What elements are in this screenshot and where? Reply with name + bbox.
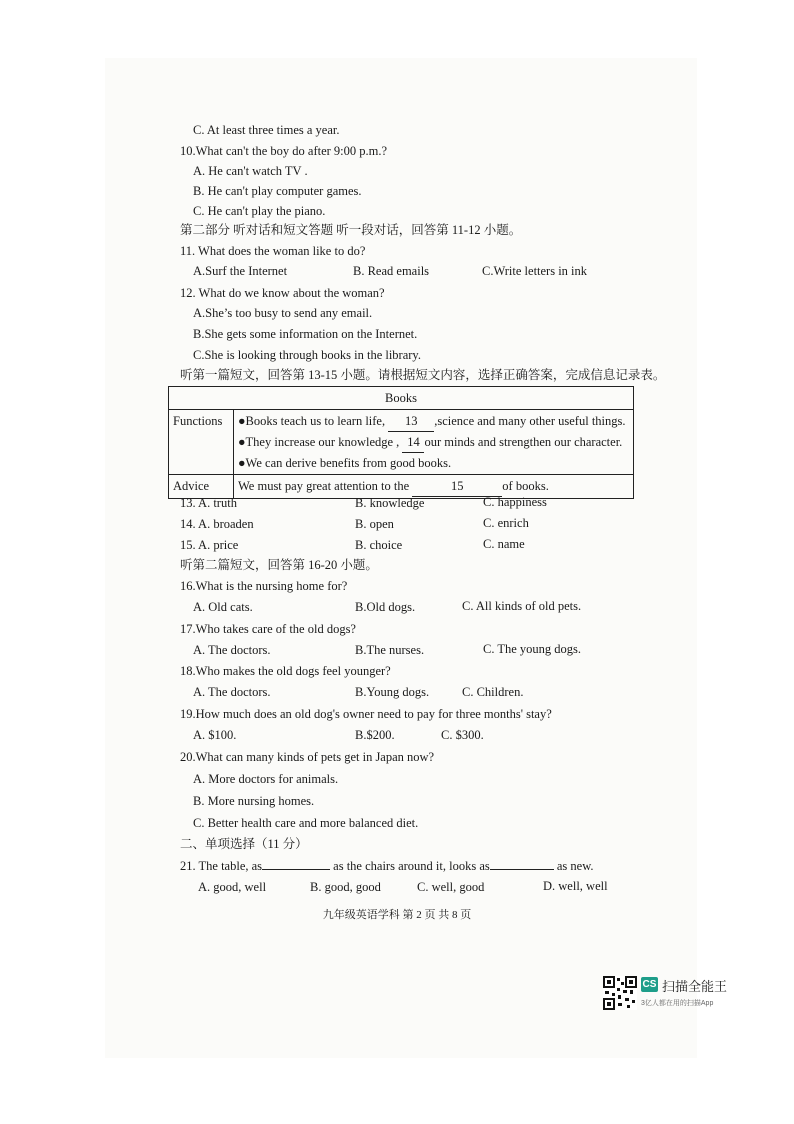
q21-option-d: D. well, well <box>543 879 608 893</box>
q19-option-b: B.$200. <box>355 728 395 742</box>
question-18: 18.Who makes the old dogs feel younger? <box>180 664 391 678</box>
q21-text-2: as the chairs around it, looks as <box>333 859 490 873</box>
function-row-1 <box>238 411 629 432</box>
q11-option-a: A.Surf the Internet <box>193 264 288 278</box>
functions-cell <box>234 410 634 475</box>
advice-cell <box>234 475 634 499</box>
q17-option-a: A. The doctors. <box>193 643 271 657</box>
q21-blank-1 <box>262 869 330 870</box>
question-21 <box>180 858 594 874</box>
q14-option-b: B. open <box>355 517 394 531</box>
q20-option-c: C. Better health care and more balanced diet. <box>193 816 419 830</box>
q16-option-c: C. All kinds of old pets. <box>462 599 582 613</box>
section-heading-part2: 第二部分 听对话和短文答题 听一段对话，回答第 11-12 小题。 <box>180 223 522 237</box>
q13-option-c: C. happiness <box>483 495 547 509</box>
question-11: 11. What does the woman like to do? <box>180 244 366 258</box>
q17-option-b: B.The nurses. <box>355 643 425 657</box>
q21-blank-2 <box>490 869 554 870</box>
functions-label: Functions <box>169 410 234 475</box>
q17-option-c: C. The young dogs. <box>483 642 582 656</box>
blank-15: 15 <box>412 476 502 497</box>
advice-text-b: of books. <box>502 479 549 493</box>
q12-option-c: C.She is looking through books in the library. <box>193 348 421 362</box>
q14-option-c: C. enrich <box>483 516 529 530</box>
q15-option-b: B. choice <box>355 538 403 552</box>
blank-14: 14 <box>402 432 424 453</box>
books-info-table <box>168 386 634 499</box>
q16-option-a: A. Old cats. <box>193 600 253 614</box>
qr-code-icon <box>603 976 637 1010</box>
question-16: 16.What is the nursing home for? <box>180 579 348 593</box>
q15-option-c: C. name <box>483 537 525 551</box>
q12-option-a: A.She’s too busy to send any email. <box>193 306 373 320</box>
camscanner-name: 扫描全能王 <box>662 979 728 994</box>
camscanner-slogan: 3亿人都在用的扫描App <box>641 1000 714 1007</box>
q21-option-b: B. good, good <box>310 880 381 894</box>
question-19: 19.How much does an old dog's owner need to pay for three months' stay? <box>180 707 552 721</box>
q18-option-c: C. Children. <box>462 685 524 699</box>
q11-option-b: B. Read emails <box>353 264 430 278</box>
page-footer: 九年级英语学科 第 2 页 共 8 页 <box>322 909 472 921</box>
function-1-text-b: ,science and many other useful things. <box>434 414 626 428</box>
passage2-instruction: 听第二篇短文，回答第 16-20 小题。 <box>180 558 378 572</box>
advice-label: Advice <box>169 475 234 499</box>
q18-option-a: A. The doctors. <box>193 685 271 699</box>
q16-option-b: B.Old dogs. <box>355 600 416 614</box>
q21-option-c: C. well, good <box>417 880 485 894</box>
function-row-2 <box>238 432 629 453</box>
q19-option-c: C. $300. <box>441 728 484 742</box>
q11-option-c: C.Write letters in ink <box>482 264 588 278</box>
q14-option-a: 14. A. broaden <box>180 517 254 531</box>
q20-option-b: B. More nursing homes. <box>193 794 315 808</box>
function-1-text-a: ●Books teach us to learn life, <box>238 414 386 428</box>
camscanner-logo: CS <box>642 979 657 990</box>
blank-13: 13 <box>388 411 434 432</box>
function-2-text-a: ●They increase our knowledge , <box>238 435 400 449</box>
function-row-3: ●We can derive benefits from good books. <box>238 456 452 470</box>
q10-option-c: C. He can't play the piano. <box>193 204 326 218</box>
question-20: 20.What can many kinds of pets get in Japan now? <box>180 750 435 764</box>
q18-option-b: B.Young dogs. <box>355 685 430 699</box>
q15-option-a: 15. A. price <box>180 538 239 552</box>
section-heading-single-choice: 二、单项选择（11 分） <box>180 837 308 851</box>
advice-text-a: We must pay great attention to the <box>238 479 410 493</box>
passage1-instruction: 听第一篇短文，回答第 13-15 小题。请根据短文内容，选择正确答案，完成信息记录表。 <box>180 368 666 382</box>
q21-text-3: as new. <box>556 859 594 873</box>
q10-option-a: A. He can't watch TV . <box>193 164 308 178</box>
q21-text-1: 21. The table, as <box>180 859 263 873</box>
function-2-text-b: our minds and strengthen our character. <box>424 435 623 449</box>
question-12: 12. What do we know about the woman? <box>180 286 385 300</box>
table-title: Books <box>169 387 634 410</box>
question-17: 17.Who takes care of the old dogs? <box>180 622 356 636</box>
q12-option-b: B.She gets some information on the Internet. <box>193 327 418 341</box>
question-10: 10.What can't the boy do after 9:00 p.m.? <box>180 144 388 158</box>
q13-option-b: B. knowledge <box>355 496 425 510</box>
q19-option-a: A. $100. <box>193 728 237 742</box>
q10-option-b: B. He can't play computer games. <box>193 184 362 198</box>
q9-option-c: C. At least three times a year. <box>193 123 340 137</box>
q21-option-a: A. good, well <box>198 880 267 894</box>
q13-option-a: 13. A. truth <box>180 496 237 510</box>
q20-option-a: A. More doctors for animals. <box>193 772 339 786</box>
